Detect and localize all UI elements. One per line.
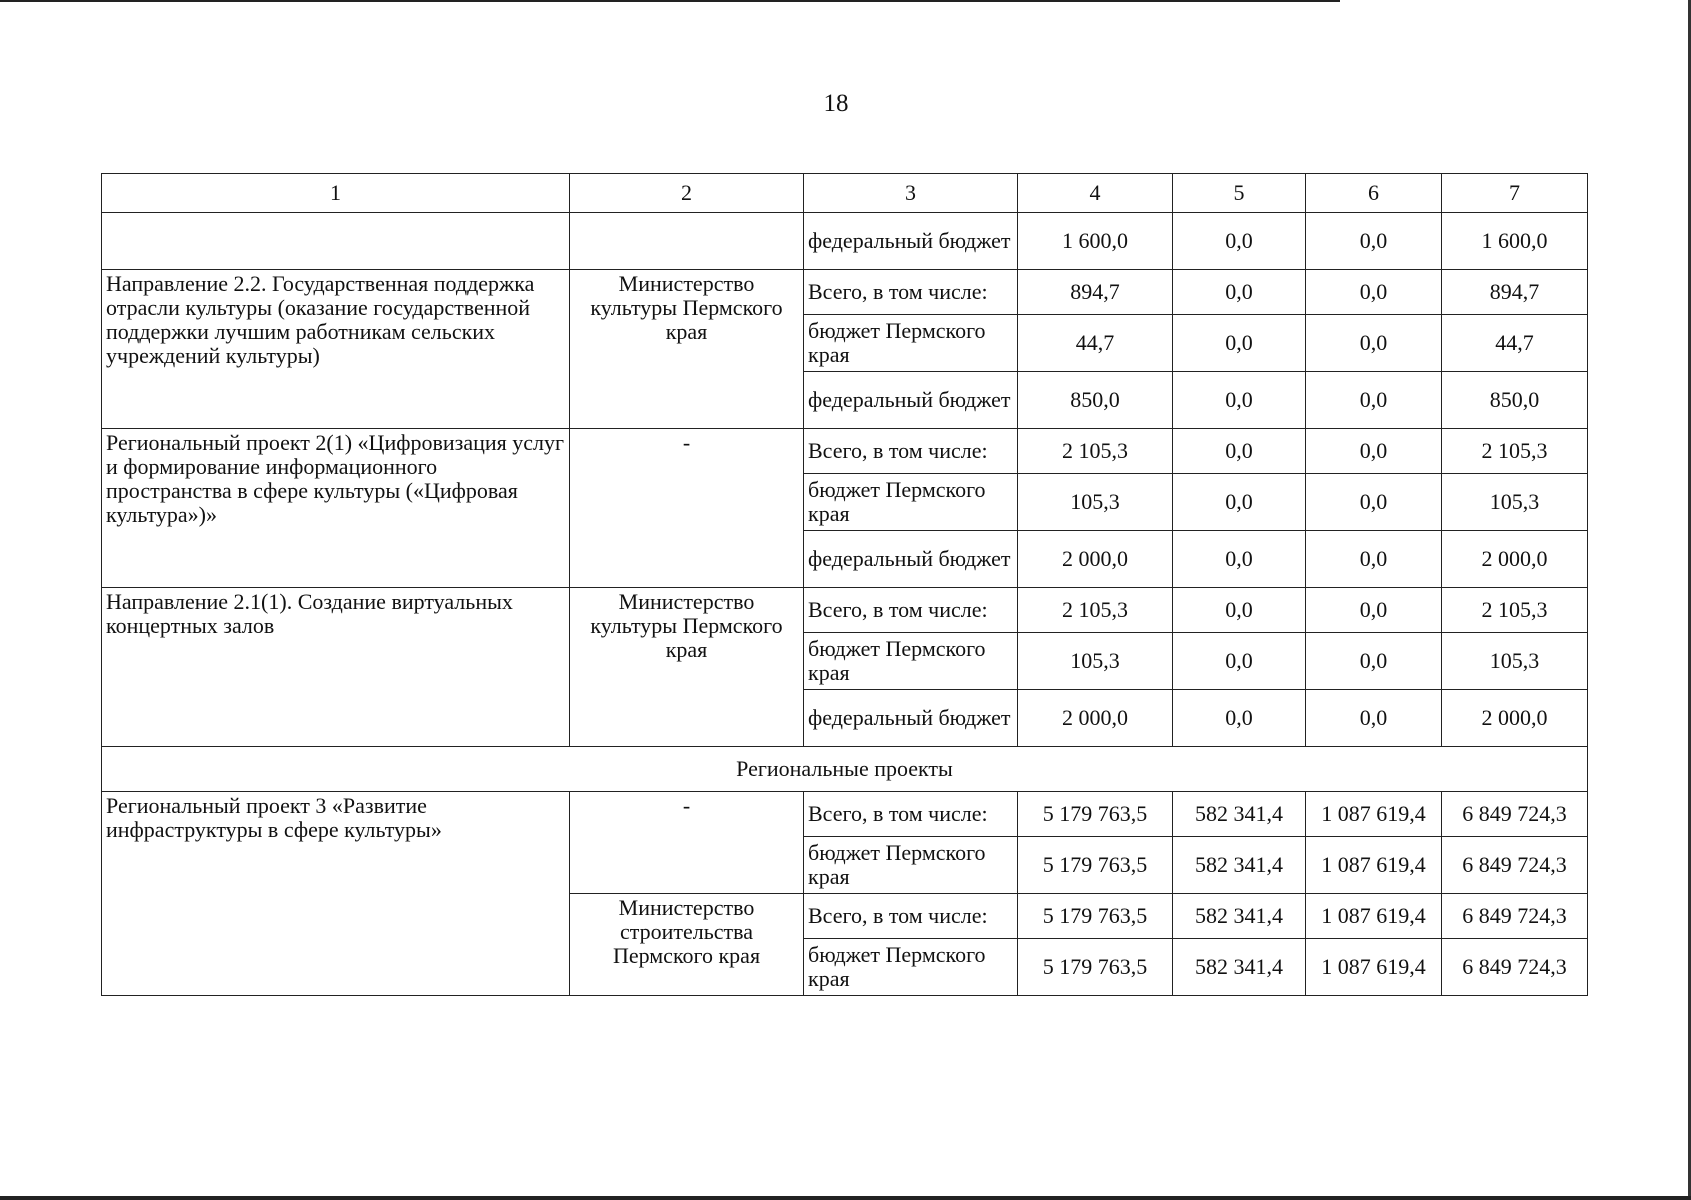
section-title: Региональные проекты: [102, 747, 1588, 792]
value-cell: 1 600,0: [1442, 213, 1588, 270]
executor-cell: Министерство строительства Пермского края: [570, 894, 804, 996]
column-header-2: 2: [570, 174, 804, 213]
value-cell: 105,3: [1018, 474, 1173, 531]
value-cell: 44,7: [1018, 315, 1173, 372]
value-cell: 0,0: [1173, 429, 1306, 474]
value-cell: 0,0: [1173, 588, 1306, 633]
table-row: [102, 429, 1588, 474]
value-cell: 0,0: [1306, 633, 1442, 690]
executor-cell: -: [570, 792, 804, 894]
value-cell: 0,0: [1306, 588, 1442, 633]
column-header-3: 3: [804, 174, 1018, 213]
scan-edge-top: [0, 0, 1340, 2]
value-cell: 0,0: [1306, 531, 1442, 588]
value-cell: 582 341,4: [1173, 792, 1306, 837]
table-row: [102, 588, 1588, 633]
value-cell: 0,0: [1173, 213, 1306, 270]
value-cell: 2 105,3: [1442, 429, 1588, 474]
value-cell: 0,0: [1306, 270, 1442, 315]
column-header-7: 7: [1442, 174, 1588, 213]
value-cell: 850,0: [1018, 372, 1173, 429]
value-cell: 0,0: [1306, 315, 1442, 372]
value-cell: 0,0: [1173, 474, 1306, 531]
value-cell: 0,0: [1173, 372, 1306, 429]
page-number: 18: [823, 90, 849, 117]
value-cell: 0,0: [1173, 690, 1306, 747]
value-cell: 0,0: [1306, 213, 1442, 270]
value-cell: 5 179 763,5: [1018, 837, 1173, 894]
budget-table: [101, 173, 1588, 996]
value-cell: 6 849 724,3: [1442, 792, 1588, 837]
activity-name-cell: Направление 2.1(1). Создание виртуальных концертных залов: [102, 588, 570, 747]
value-cell: 0,0: [1306, 474, 1442, 531]
value-cell: 1 087 619,4: [1306, 939, 1442, 996]
value-cell: 894,7: [1442, 270, 1588, 315]
value-cell: 0,0: [1173, 633, 1306, 690]
funding-source-cell: федеральный бюджет: [804, 372, 1018, 429]
funding-source-cell: Всего, в том числе:: [804, 894, 1018, 939]
section-row: [102, 747, 1588, 792]
table-row: [102, 792, 1588, 837]
column-header-5: 5: [1173, 174, 1306, 213]
funding-source-cell: федеральный бюджет: [804, 531, 1018, 588]
value-cell: 2 000,0: [1018, 531, 1173, 588]
value-cell: 105,3: [1442, 633, 1588, 690]
value-cell: 2 000,0: [1442, 531, 1588, 588]
value-cell: 1 087 619,4: [1306, 792, 1442, 837]
value-cell: 2 105,3: [1018, 429, 1173, 474]
activity-name-cell: Направление 2.2. Государственная поддержка отрасли культуры (оказание государственной поддержки лучшим работникам сельских учреждений культуры): [102, 270, 570, 429]
funding-source-cell: бюджет Пермского края: [804, 939, 1018, 996]
value-cell: 6 849 724,3: [1442, 894, 1588, 939]
value-cell: 5 179 763,5: [1018, 792, 1173, 837]
activity-name-cell: Региональный проект 2(1) «Цифровизация услуг и формирование информационного пространства в сфере культуры («Цифровая культура»)»: [102, 429, 570, 588]
funding-source-cell: федеральный бюджет: [804, 690, 1018, 747]
funding-source-cell: Всего, в том числе:: [804, 792, 1018, 837]
value-cell: 0,0: [1306, 429, 1442, 474]
activity-name-cell: Региональный проект 3 «Развитие инфраструктуры в сфере культуры»: [102, 792, 570, 996]
value-cell: 105,3: [1018, 633, 1173, 690]
value-cell: 894,7: [1018, 270, 1173, 315]
executor-cell: -: [570, 429, 804, 588]
executor-cell: Министерство культуры Пермского края: [570, 270, 804, 429]
funding-source-cell: бюджет Пермского края: [804, 633, 1018, 690]
value-cell: 850,0: [1442, 372, 1588, 429]
value-cell: 6 849 724,3: [1442, 939, 1588, 996]
value-cell: 2 105,3: [1442, 588, 1588, 633]
value-cell: 1 600,0: [1018, 213, 1173, 270]
value-cell: 2 000,0: [1018, 690, 1173, 747]
value-cell: 44,7: [1442, 315, 1588, 372]
value-cell: 2 000,0: [1442, 690, 1588, 747]
column-header-1: 1: [102, 174, 570, 213]
value-cell: 5 179 763,5: [1018, 894, 1173, 939]
value-cell: 5 179 763,5: [1018, 939, 1173, 996]
funding-source-cell: бюджет Пермского края: [804, 837, 1018, 894]
value-cell: 105,3: [1442, 474, 1588, 531]
funding-source-cell: бюджет Пермского края: [804, 474, 1018, 531]
table-row: [102, 213, 1588, 270]
funding-source-cell: бюджет Пермского края: [804, 315, 1018, 372]
value-cell: 6 849 724,3: [1442, 837, 1588, 894]
value-cell: 0,0: [1173, 270, 1306, 315]
value-cell: 0,0: [1306, 372, 1442, 429]
value-cell: 582 341,4: [1173, 894, 1306, 939]
funding-source-cell: Всего, в том числе:: [804, 588, 1018, 633]
executor-cell: Министерство культуры Пермского края: [570, 588, 804, 747]
value-cell: 2 105,3: [1018, 588, 1173, 633]
empty-cell: [102, 213, 570, 270]
value-cell: 1 087 619,4: [1306, 894, 1442, 939]
value-cell: 0,0: [1306, 690, 1442, 747]
value-cell: 0,0: [1173, 531, 1306, 588]
table-row: [102, 270, 1588, 315]
funding-source-cell: Всего, в том числе:: [804, 270, 1018, 315]
column-header-6: 6: [1306, 174, 1442, 213]
value-cell: 582 341,4: [1173, 939, 1306, 996]
header-row: [102, 174, 1588, 213]
scan-edge-bottom: [0, 1196, 1691, 1200]
funding-source-cell: Всего, в том числе:: [804, 429, 1018, 474]
empty-cell: [570, 213, 804, 270]
value-cell: 582 341,4: [1173, 837, 1306, 894]
value-cell: 1 087 619,4: [1306, 837, 1442, 894]
value-cell: 0,0: [1173, 315, 1306, 372]
funding-source-cell: федеральный бюджет: [804, 213, 1018, 270]
column-header-4: 4: [1018, 174, 1173, 213]
